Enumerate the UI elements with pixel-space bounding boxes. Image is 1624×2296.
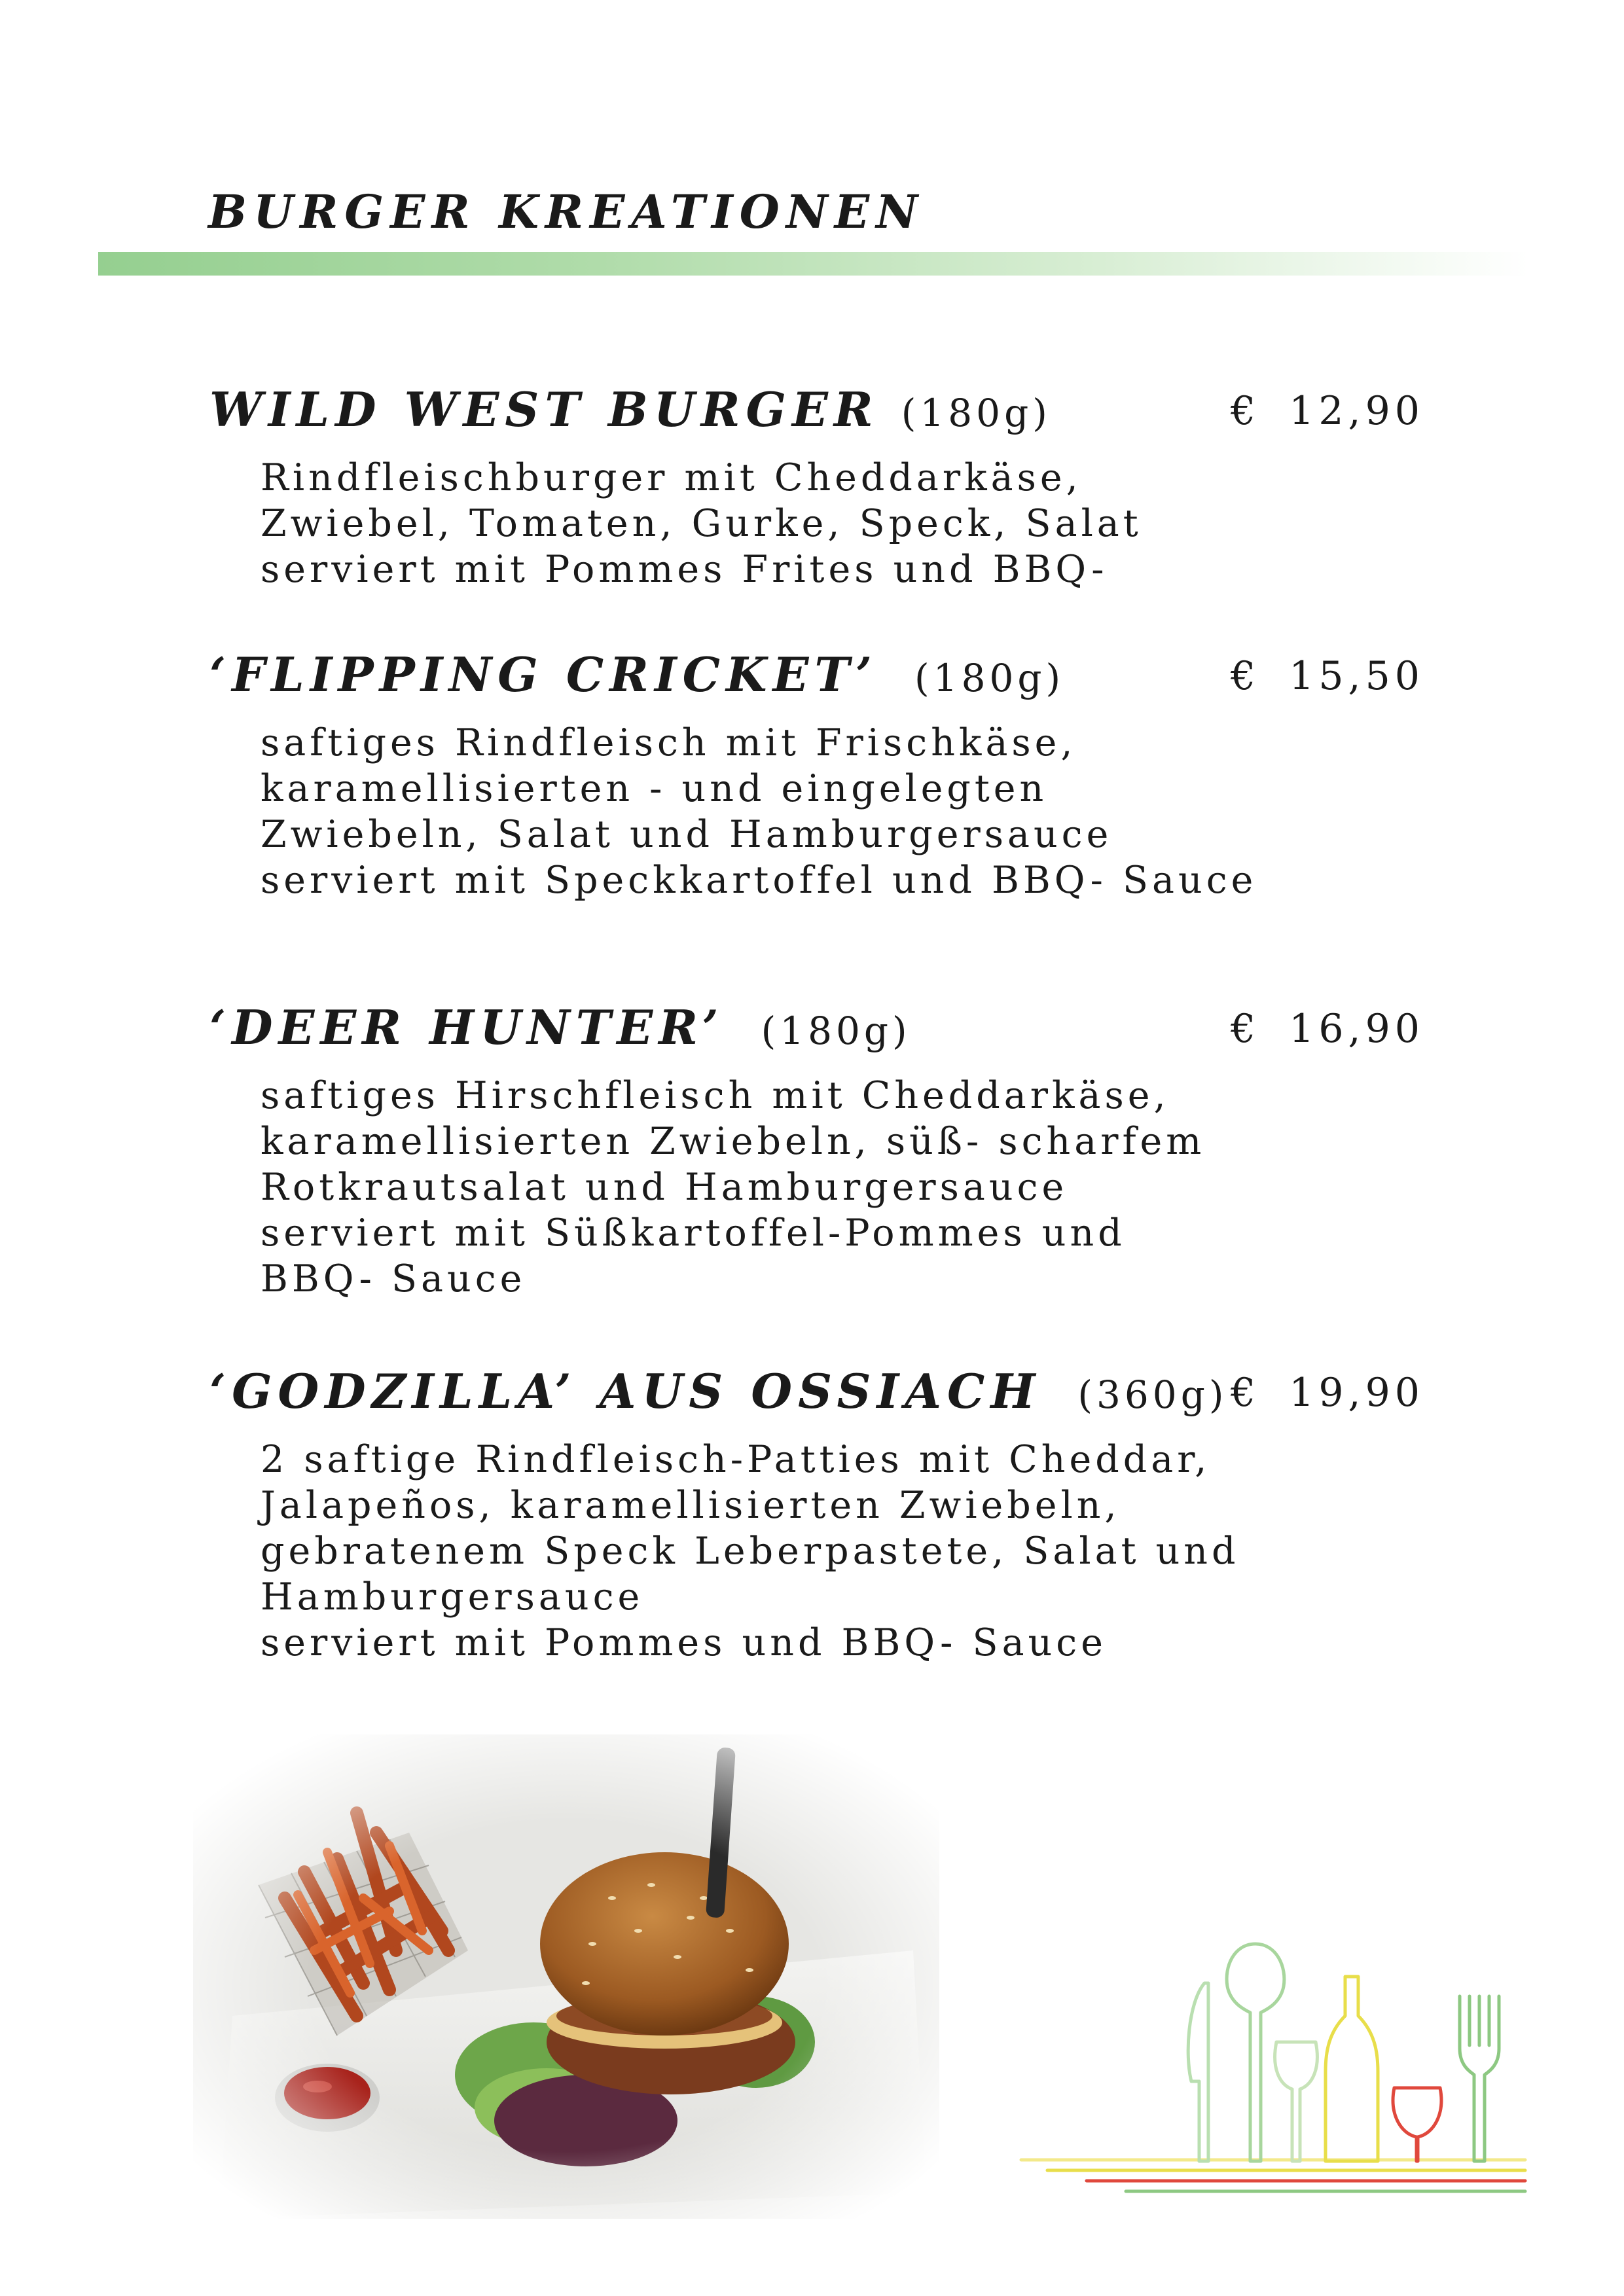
description-line: karamellisierten Zwiebeln, süß- scharfem (261, 1120, 1206, 1163)
description-line: serviert mit Pommes Frites und BBQ- (261, 548, 1108, 591)
price-value: 16,90 (1289, 1006, 1424, 1052)
fork-icon (1460, 1996, 1499, 2161)
currency-symbol: € (1231, 1370, 1261, 1416)
price-value: 19,90 (1289, 1370, 1424, 1416)
item-price (1231, 653, 1424, 699)
description-line: Zwiebeln, Salat und Hamburgersauce (261, 813, 1113, 856)
description-line: karamellisierten - und eingelegten (261, 767, 1048, 810)
description-line: saftiges Hirschfleisch mit Cheddarkäse, (261, 1074, 1170, 1117)
currency-symbol: € (1231, 1006, 1261, 1052)
item-description (261, 455, 1142, 592)
cutlery-decoration (1008, 1918, 1545, 2206)
description-line: gebratenem Speck Leberpastete, Salat und (261, 1530, 1240, 1573)
decor-lines (1021, 2160, 1525, 2191)
title-underline (98, 252, 1528, 276)
description-line: Rindfleischburger mit Cheddarkäse, (261, 456, 1082, 499)
item-header (209, 382, 1051, 437)
description-line: Zwiebel, Tomaten, Gurke, Speck, Salat (261, 502, 1142, 545)
description-line: BBQ- Sauce (261, 1257, 526, 1300)
description-line: Rotkrautsalat und Hamburgersauce (261, 1166, 1068, 1209)
item-description (261, 720, 1257, 903)
item-name: ‘DEER HUNTER’ (209, 999, 725, 1055)
knife-icon (1188, 1983, 1208, 2161)
description-line: serviert mit Pommes und BBQ- Sauce (261, 1621, 1107, 1664)
price-value: 15,50 (1289, 653, 1424, 699)
description-line: saftiges Rindfleisch mit Frischkäse, (261, 721, 1077, 764)
item-weight: (180g) (901, 391, 1051, 435)
description-line: serviert mit Süßkartoffel-Pommes und (261, 1211, 1126, 1255)
item-header (209, 1363, 1227, 1419)
red-glass-icon (1393, 2088, 1441, 2161)
wine-glass-icon (1275, 2042, 1318, 2161)
item-name: ‘FLIPPING CRICKET’ (209, 647, 878, 702)
burger-photo (193, 1734, 939, 2219)
item-price (1231, 1006, 1424, 1052)
description-line: serviert mit Speckkartoffel und BBQ- Sauce (261, 859, 1257, 902)
item-name: WILD WEST BURGER (209, 382, 879, 437)
currency-symbol: € (1231, 653, 1261, 699)
item-weight: (360g) (1077, 1372, 1228, 1417)
item-header (209, 999, 911, 1055)
item-weight: (180g) (914, 656, 1065, 700)
bottle-icon (1326, 1977, 1378, 2161)
item-description (261, 1073, 1205, 1302)
item-price (1231, 388, 1424, 434)
description-line: Hamburgersauce (261, 1575, 644, 1619)
item-header (209, 647, 1064, 702)
item-price (1231, 1370, 1424, 1416)
item-weight: (180g) (761, 1009, 911, 1053)
description-line: 2 saftige Rindfleisch-Patties mit Cheddar, (261, 1438, 1211, 1481)
price-value: 12,90 (1289, 388, 1424, 434)
currency-symbol: € (1231, 388, 1261, 434)
item-name: ‘GODZILLA’ AUS OSSIACH (209, 1363, 1041, 1419)
description-line: Jalapeños, karamellisierten Zwiebeln, (261, 1484, 1121, 1527)
page-title: BURGER KREATIONEN (208, 185, 925, 239)
item-description (261, 1437, 1240, 1666)
